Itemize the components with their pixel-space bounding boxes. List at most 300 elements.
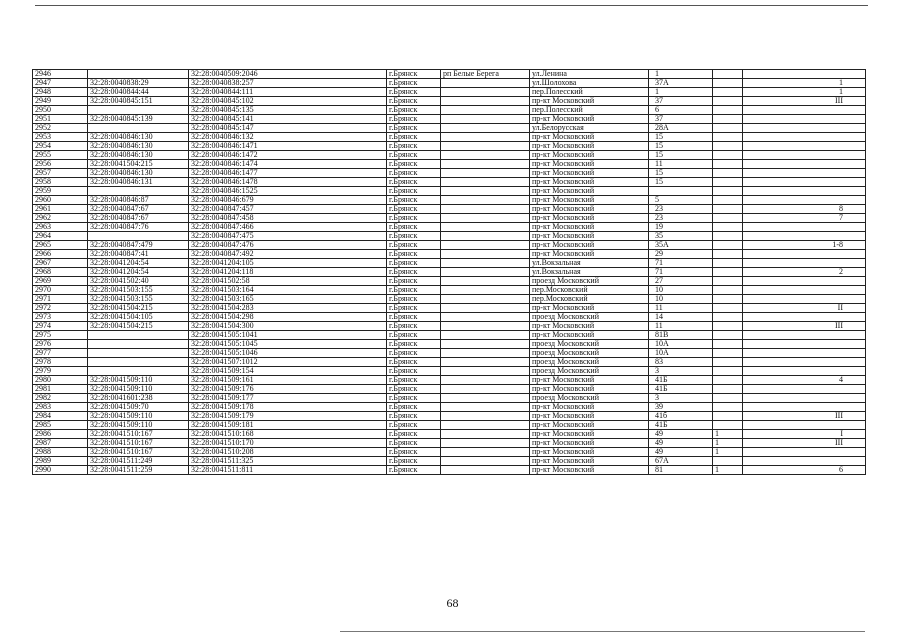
cell-num: 2951 [33, 115, 88, 124]
cell-city: г.Брянск [387, 160, 441, 169]
cell-cad-parent: 32:28:0041509:110 [88, 376, 189, 385]
page-number: 68 [446, 596, 459, 610]
cell-house: 37А [649, 79, 713, 88]
cell-cad-object: 32:28:0040838:257 [189, 79, 387, 88]
cell-building [713, 151, 743, 160]
cell-street: пр-кт Московский [530, 196, 649, 205]
cell-building [713, 340, 743, 349]
cell-street: проезд Московский [530, 367, 649, 376]
cell-building [713, 214, 743, 223]
cell-street: пер.Московский [530, 295, 649, 304]
table-row [33, 88, 866, 97]
cell-cad-parent: 32:28:0041601:238 [88, 394, 189, 403]
cell-building [713, 412, 743, 421]
table-row [33, 214, 866, 223]
cell-cad-object: 32:28:0040847:475 [189, 232, 387, 241]
cell-street: пр-кт Московский [530, 214, 649, 223]
cell-flat: 7 [743, 214, 866, 223]
cell-locality [441, 466, 530, 475]
cell-city: г.Брянск [387, 241, 441, 250]
cell-city: г.Брянск [387, 268, 441, 277]
cell-house: 39 [649, 403, 713, 412]
cell-city: г.Брянск [387, 457, 441, 466]
cell-cad-object: 32:28:0041511:325 [189, 457, 387, 466]
table-row [33, 259, 866, 268]
cell-cad-parent: 32:28:0040844:44 [88, 88, 189, 97]
cell-cad-parent [88, 331, 189, 340]
cell-flat [743, 133, 866, 142]
cell-house: 41Б [649, 421, 713, 430]
cell-house: 41Б [649, 385, 713, 394]
table-row [33, 421, 866, 430]
cell-city: г.Брянск [387, 97, 441, 106]
table-row [33, 394, 866, 403]
cell-building [713, 160, 743, 169]
cell-house: 41б [649, 412, 713, 421]
cell-cad-parent: 32:28:0041504:215 [88, 322, 189, 331]
cell-street: проезд Московский [530, 277, 649, 286]
cell-flat [743, 142, 866, 151]
cell-num: 2979 [33, 367, 88, 376]
cell-cad-object: 32:28:0041504:298 [189, 313, 387, 322]
cell-locality [441, 412, 530, 421]
cell-flat [743, 313, 866, 322]
cell-flat [743, 169, 866, 178]
cell-cad-parent: 32:28:0041503:155 [88, 295, 189, 304]
cell-flat: 1 [743, 88, 866, 97]
cell-cad-parent [88, 187, 189, 196]
cell-street: пр-кт Московский [530, 151, 649, 160]
cell-house: 15 [649, 133, 713, 142]
cell-city: г.Брянск [387, 421, 441, 430]
cell-num: 2984 [33, 412, 88, 421]
cell-cad-object: 32:28:0040846:132 [189, 133, 387, 142]
cell-num: 2947 [33, 79, 88, 88]
cell-cad-parent: 32:28:0041504:105 [88, 313, 189, 322]
cell-street: пр-кт Московский [530, 169, 649, 178]
cell-building [713, 241, 743, 250]
table-row [33, 304, 866, 313]
cell-house: 1 [649, 70, 713, 79]
cell-cad-parent: 32:28:0040838:29 [88, 79, 189, 88]
cell-flat [743, 421, 866, 430]
cell-street: ул.Белорусская [530, 124, 649, 133]
cell-street: проезд Московский [530, 349, 649, 358]
cell-locality [441, 124, 530, 133]
cell-street: пр-кт Московский [530, 178, 649, 187]
cell-street: пр-кт Московский [530, 322, 649, 331]
cell-house: 81 [649, 466, 713, 475]
cell-building [713, 358, 743, 367]
cell-building [713, 124, 743, 133]
cell-building [713, 367, 743, 376]
cell-building [713, 79, 743, 88]
cell-cad-parent: 32:28:0040847:67 [88, 214, 189, 223]
table-row [33, 376, 866, 385]
table-row [33, 403, 866, 412]
table-row [33, 466, 866, 475]
cell-flat [743, 70, 866, 79]
cell-building [713, 97, 743, 106]
cell-house: 10А [649, 349, 713, 358]
cell-cad-object: 32:28:0040847:458 [189, 214, 387, 223]
cell-building [713, 403, 743, 412]
cell-street: пр-кт Московский [530, 403, 649, 412]
cell-street: пр-кт Московский [530, 223, 649, 232]
cell-house: 5 [649, 196, 713, 205]
cell-cad-object: 32:28:0040846:1477 [189, 169, 387, 178]
cell-cad-object: 32:28:0041503:165 [189, 295, 387, 304]
cell-cad-parent: 32:28:0041503:155 [88, 286, 189, 295]
table-row [33, 160, 866, 169]
cell-locality [441, 169, 530, 178]
cell-building [713, 88, 743, 97]
cell-cad-object: 32:28:0040847:466 [189, 223, 387, 232]
cell-cad-object: 32:28:0041507:1012 [189, 358, 387, 367]
table-row [33, 133, 866, 142]
bottom-rule [340, 631, 865, 632]
cell-house: 6 [649, 106, 713, 115]
cell-num: 2987 [33, 439, 88, 448]
table-row [33, 106, 866, 115]
cell-flat: III [743, 439, 866, 448]
cell-city: г.Брянск [387, 331, 441, 340]
cell-building [713, 304, 743, 313]
cell-flat [743, 457, 866, 466]
cell-house: 83 [649, 358, 713, 367]
cell-num: 2983 [33, 403, 88, 412]
cell-city: г.Брянск [387, 358, 441, 367]
cell-cad-object: 32:28:0041509:179 [189, 412, 387, 421]
cell-cad-parent: 32:28:0041504:215 [88, 304, 189, 313]
cell-cad-object: 32:28:0040845:141 [189, 115, 387, 124]
cell-street: пер.Полесский [530, 88, 649, 97]
cell-building [713, 457, 743, 466]
table-row [33, 448, 866, 457]
cell-locality [441, 133, 530, 142]
cell-cad-object: 32:28:0041505:1046 [189, 349, 387, 358]
cell-locality [441, 106, 530, 115]
cell-locality [441, 259, 530, 268]
cell-city: г.Брянск [387, 367, 441, 376]
cell-num: 2974 [33, 322, 88, 331]
cell-cad-object: 32:28:0041509:181 [189, 421, 387, 430]
cell-city: г.Брянск [387, 178, 441, 187]
cell-street: пр-кт Московский [530, 385, 649, 394]
cell-flat [743, 115, 866, 124]
cell-locality [441, 196, 530, 205]
cell-street: пр-кт Московский [530, 331, 649, 340]
cell-num: 2957 [33, 169, 88, 178]
cell-locality [441, 268, 530, 277]
cell-cad-object: 32:28:0041502:58 [189, 277, 387, 286]
cell-flat [743, 259, 866, 268]
cell-house: 37 [649, 97, 713, 106]
cell-cad-parent: 32:28:0040846:130 [88, 142, 189, 151]
cell-cad-object: 32:28:0040846:1474 [189, 160, 387, 169]
table-row [33, 412, 866, 421]
cell-city: г.Брянск [387, 376, 441, 385]
cell-flat: 6 [743, 466, 866, 475]
cell-flat [743, 106, 866, 115]
cell-city: г.Брянск [387, 88, 441, 97]
cell-num: 2959 [33, 187, 88, 196]
cell-locality [441, 250, 530, 259]
document-page [32, 69, 866, 475]
property-register-table [32, 69, 866, 475]
cell-cad-parent: 32:28:0041511:249 [88, 457, 189, 466]
cell-num: 2952 [33, 124, 88, 133]
cell-locality [441, 349, 530, 358]
cell-house: 15 [649, 142, 713, 151]
cell-street: пер.Полесский [530, 106, 649, 115]
cell-building [713, 250, 743, 259]
cell-cad-object: 32:28:0041505:1041 [189, 331, 387, 340]
cell-cad-parent: 32:28:0040846:87 [88, 196, 189, 205]
cell-flat [743, 124, 866, 133]
table-row [33, 340, 866, 349]
table-row [33, 358, 866, 367]
cell-street: пр-кт Московский [530, 115, 649, 124]
cell-street: пр-кт Московский [530, 133, 649, 142]
cell-locality [441, 385, 530, 394]
cell-building: 1 [713, 466, 743, 475]
cell-num: 2978 [33, 358, 88, 367]
cell-street: пр-кт Московский [530, 241, 649, 250]
cell-num: 2988 [33, 448, 88, 457]
cell-city: г.Брянск [387, 196, 441, 205]
cell-flat [743, 277, 866, 286]
cell-house: 23 [649, 205, 713, 214]
cell-building [713, 232, 743, 241]
cell-street: проезд Московский [530, 313, 649, 322]
cell-city: г.Брянск [387, 412, 441, 421]
cell-building [713, 259, 743, 268]
cell-locality [441, 178, 530, 187]
cell-street: пр-кт Московский [530, 187, 649, 196]
cell-house [649, 187, 713, 196]
cell-city: г.Брянск [387, 187, 441, 196]
cell-locality [441, 331, 530, 340]
cell-city: г.Брянск [387, 313, 441, 322]
table-row [33, 169, 866, 178]
cell-city: г.Брянск [387, 304, 441, 313]
cell-cad-parent: 32:28:0040846:131 [88, 178, 189, 187]
cell-cad-parent: 32:28:0041511:259 [88, 466, 189, 475]
cell-cad-parent: 32:28:0040847:479 [88, 241, 189, 250]
cell-cad-object: 32:28:0041204:105 [189, 259, 387, 268]
cell-cad-parent: 32:28:0040845:139 [88, 115, 189, 124]
cell-street: пр-кт Московский [530, 439, 649, 448]
cell-street: пр-кт Московский [530, 205, 649, 214]
cell-street: ул.Шолохова [530, 79, 649, 88]
cell-locality [441, 322, 530, 331]
cell-flat [743, 448, 866, 457]
cell-house: 41Б [649, 376, 713, 385]
cell-building [713, 106, 743, 115]
cell-locality [441, 421, 530, 430]
cell-city: г.Брянск [387, 403, 441, 412]
cell-cad-parent: 32:28:0041204:54 [88, 259, 189, 268]
cell-building: 1 [713, 430, 743, 439]
cell-building [713, 115, 743, 124]
table-row [33, 385, 866, 394]
cell-house: 11 [649, 322, 713, 331]
cell-cad-parent: 32:28:0040845:151 [88, 97, 189, 106]
cell-num: 2972 [33, 304, 88, 313]
table-row [33, 349, 866, 358]
cell-building [713, 376, 743, 385]
cell-locality [441, 304, 530, 313]
cell-flat [743, 331, 866, 340]
cell-street: пр-кт Московский [530, 250, 649, 259]
cell-cad-parent [88, 124, 189, 133]
table-row [33, 205, 866, 214]
cell-city: г.Брянск [387, 259, 441, 268]
table-row [33, 439, 866, 448]
table-row [33, 313, 866, 322]
cell-flat [743, 295, 866, 304]
cell-cad-object: 32:28:0041509:177 [189, 394, 387, 403]
cell-cad-object: 32:28:0041509:161 [189, 376, 387, 385]
cell-num: 2961 [33, 205, 88, 214]
cell-building: 1 [713, 439, 743, 448]
table-row [33, 97, 866, 106]
cell-flat [743, 160, 866, 169]
cell-city: г.Брянск [387, 439, 441, 448]
cell-street: пр-кт Московский [530, 457, 649, 466]
cell-house: 15 [649, 169, 713, 178]
table-row [33, 250, 866, 259]
cell-locality [441, 295, 530, 304]
cell-cad-object: 32:28:0040845:147 [189, 124, 387, 133]
table-row [33, 178, 866, 187]
cell-cad-object: 32:28:0040846:1525 [189, 187, 387, 196]
cell-building [713, 313, 743, 322]
cell-house: 11 [649, 304, 713, 313]
cell-flat [743, 349, 866, 358]
cell-street: пр-кт Московский [530, 376, 649, 385]
cell-city: г.Брянск [387, 151, 441, 160]
cell-num: 2953 [33, 133, 88, 142]
cell-flat [743, 358, 866, 367]
cell-street: пр-кт Московский [530, 466, 649, 475]
cell-num: 2960 [33, 196, 88, 205]
cell-cad-parent: 32:28:0041502:40 [88, 277, 189, 286]
cell-locality [441, 79, 530, 88]
cell-cad-object: 32:28:0040844:111 [189, 88, 387, 97]
cell-city: г.Брянск [387, 448, 441, 457]
cell-city: г.Брянск [387, 70, 441, 79]
cell-city: г.Брянск [387, 115, 441, 124]
cell-num: 2990 [33, 466, 88, 475]
cell-house: 28А [649, 124, 713, 133]
cell-cad-parent: 32:28:0040846:130 [88, 151, 189, 160]
cell-flat [743, 178, 866, 187]
table-row [33, 115, 866, 124]
cell-building [713, 286, 743, 295]
cell-cad-object: 32:28:0041511:811 [189, 466, 387, 475]
cell-city: г.Брянск [387, 322, 441, 331]
cell-cad-object: 32:28:0040845:102 [189, 97, 387, 106]
cell-cad-parent: 32:28:0040847:41 [88, 250, 189, 259]
cell-house: 15 [649, 178, 713, 187]
cell-city: г.Брянск [387, 277, 441, 286]
cell-num: 2964 [33, 232, 88, 241]
cell-num: 2948 [33, 88, 88, 97]
cell-city: г.Брянск [387, 286, 441, 295]
cell-building [713, 385, 743, 394]
cell-house: 37 [649, 115, 713, 124]
cell-street: пр-кт Московский [530, 160, 649, 169]
cell-locality [441, 394, 530, 403]
cell-num: 2965 [33, 241, 88, 250]
cell-cad-object: 32:28:0041504:283 [189, 304, 387, 313]
cell-num: 2968 [33, 268, 88, 277]
cell-flat: III [743, 412, 866, 421]
cell-building [713, 70, 743, 79]
cell-house: 10А [649, 340, 713, 349]
cell-street: ул.Ленина [530, 70, 649, 79]
cell-cad-object: 32:28:0041509:154 [189, 367, 387, 376]
cell-building: 1 [713, 448, 743, 457]
cell-building [713, 421, 743, 430]
cell-num: 2989 [33, 457, 88, 466]
cell-locality [441, 214, 530, 223]
cell-flat [743, 340, 866, 349]
cell-house: 49 [649, 430, 713, 439]
table-row [33, 196, 866, 205]
cell-flat [743, 232, 866, 241]
cell-num: 2954 [33, 142, 88, 151]
cell-num: 2958 [33, 178, 88, 187]
table-row [33, 124, 866, 133]
table-row [33, 223, 866, 232]
cell-num: 2956 [33, 160, 88, 169]
cell-city: г.Брянск [387, 133, 441, 142]
cell-flat [743, 223, 866, 232]
cell-locality [441, 286, 530, 295]
cell-building [713, 322, 743, 331]
cell-city: г.Брянск [387, 124, 441, 133]
table-row [33, 241, 866, 250]
cell-num: 2981 [33, 385, 88, 394]
cell-building [713, 331, 743, 340]
cell-city: г.Брянск [387, 466, 441, 475]
table-row [33, 286, 866, 295]
cell-street: пр-кт Московский [530, 430, 649, 439]
cell-house: 3 [649, 394, 713, 403]
cell-cad-parent [88, 358, 189, 367]
cell-house: 27 [649, 277, 713, 286]
cell-cad-parent: 32:28:0041504:215 [88, 160, 189, 169]
cell-street: пер.Московский [530, 286, 649, 295]
cell-house: 49 [649, 439, 713, 448]
table-row [33, 268, 866, 277]
cell-num: 2963 [33, 223, 88, 232]
cell-cad-object: 32:28:0040846:1478 [189, 178, 387, 187]
table-row [33, 232, 866, 241]
cell-cad-object: 32:28:0041510:170 [189, 439, 387, 448]
cell-cad-parent: 32:28:0040846:130 [88, 169, 189, 178]
cell-flat: 1 [743, 79, 866, 88]
cell-cad-parent [88, 340, 189, 349]
cell-house: 1 [649, 88, 713, 97]
cell-cad-parent: 32:28:0041509:110 [88, 385, 189, 394]
cell-house: 14 [649, 313, 713, 322]
cell-house: 11 [649, 160, 713, 169]
cell-num: 2986 [33, 430, 88, 439]
